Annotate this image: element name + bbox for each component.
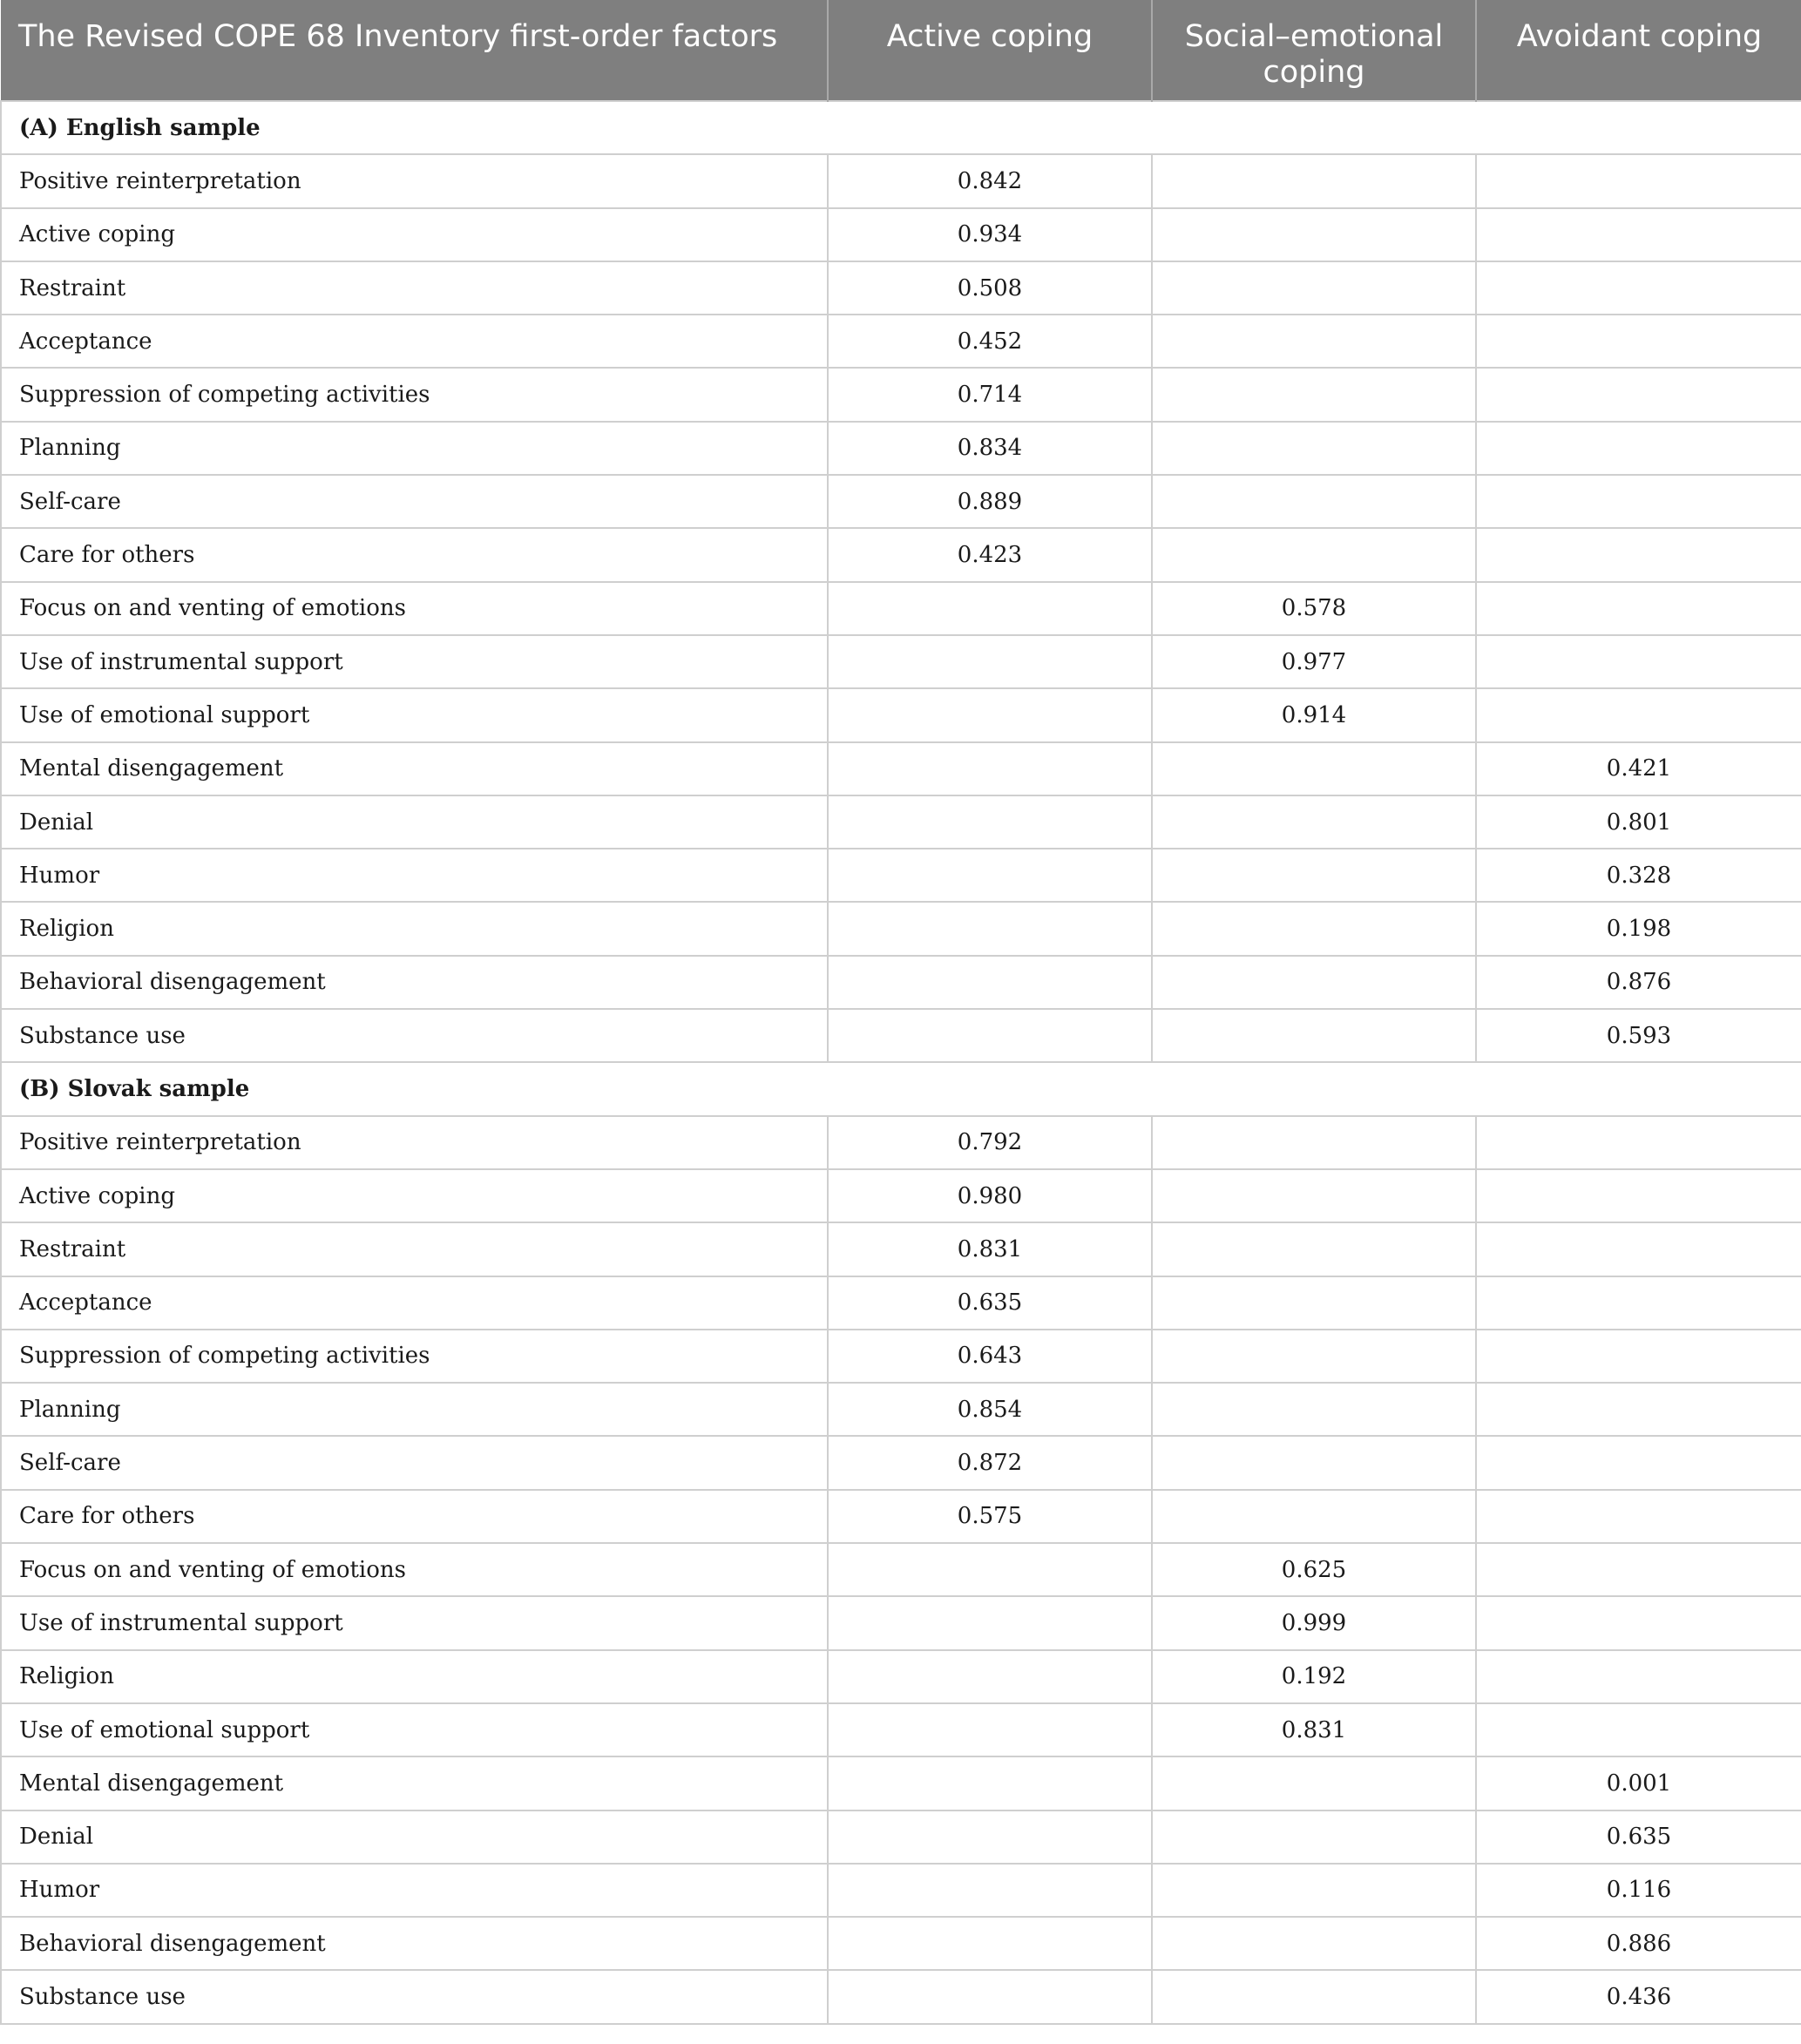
social-emotional-cell xyxy=(1152,1009,1476,1062)
section-title: (A) English sample xyxy=(1,101,1801,154)
factor-name-cell: Self-care xyxy=(1,1436,828,1489)
active-coping-cell: 0.842 xyxy=(828,154,1152,207)
social-emotional-cell xyxy=(1152,1169,1476,1222)
factor-name-cell: Focus on and venting of emotions xyxy=(1,1543,828,1596)
table-row xyxy=(1,528,1801,581)
avoidant-coping-cell xyxy=(1476,1116,1801,1169)
factor-name-cell: Acceptance xyxy=(1,315,828,368)
avoidant-coping-cell: 0.328 xyxy=(1476,849,1801,902)
factor-name-cell: Restraint xyxy=(1,261,828,315)
active-coping-cell: 0.508 xyxy=(828,261,1152,315)
active-coping-cell xyxy=(828,1596,1152,1649)
active-coping-cell xyxy=(828,582,1152,635)
avoidant-coping-cell: 0.801 xyxy=(1476,795,1801,849)
avoidant-coping-cell xyxy=(1476,1169,1801,1222)
active-coping-cell xyxy=(828,688,1152,741)
table-row xyxy=(1,1543,1801,1596)
social-emotional-cell xyxy=(1152,1116,1476,1169)
active-coping-cell xyxy=(828,849,1152,902)
factor-name-cell: Use of emotional support xyxy=(1,688,828,741)
avoidant-coping-cell xyxy=(1476,1330,1801,1383)
active-coping-cell: 0.714 xyxy=(828,368,1152,421)
avoidant-coping-cell: 0.001 xyxy=(1476,1756,1801,1810)
avoidant-coping-cell xyxy=(1476,1596,1801,1649)
factor-name-cell: Humor xyxy=(1,1864,828,1917)
active-coping-cell xyxy=(828,635,1152,688)
active-coping-cell xyxy=(828,1756,1152,1810)
table-row xyxy=(1,1009,1801,1062)
header-social-emotional-coping: Social–emotional coping xyxy=(1152,0,1476,101)
social-emotional-cell xyxy=(1152,849,1476,902)
avoidant-coping-cell: 0.886 xyxy=(1476,1917,1801,1970)
factor-name-cell: Behavioral disengagement xyxy=(1,1917,828,1970)
factor-name-cell: Use of instrumental support xyxy=(1,1596,828,1649)
social-emotional-cell: 0.977 xyxy=(1152,635,1476,688)
factor-name-cell: Self-care xyxy=(1,475,828,528)
table-row xyxy=(1,1703,1801,1756)
table-row xyxy=(1,154,1801,207)
active-coping-cell xyxy=(828,1970,1152,2023)
social-emotional-cell xyxy=(1152,315,1476,368)
table-row xyxy=(1,688,1801,741)
social-emotional-cell xyxy=(1152,1864,1476,1917)
table-row xyxy=(1,1276,1801,1330)
avoidant-coping-cell xyxy=(1476,154,1801,207)
factor-name-cell: Substance use xyxy=(1,1970,828,2023)
header-row xyxy=(1,0,1801,101)
social-emotional-cell xyxy=(1152,1276,1476,1330)
table-row xyxy=(1,208,1801,261)
social-emotional-cell xyxy=(1152,1917,1476,1970)
factor-name-cell: Planning xyxy=(1,1383,828,1436)
avoidant-coping-cell xyxy=(1476,1543,1801,1596)
factor-name-cell: Care for others xyxy=(1,1490,828,1543)
avoidant-coping-cell xyxy=(1476,528,1801,581)
avoidant-coping-cell xyxy=(1476,635,1801,688)
social-emotional-cell xyxy=(1152,154,1476,207)
avoidant-coping-cell xyxy=(1476,1383,1801,1436)
active-coping-cell: 0.934 xyxy=(828,208,1152,261)
factor-name-cell: Mental disengagement xyxy=(1,1756,828,1810)
social-emotional-cell xyxy=(1152,422,1476,475)
avoidant-coping-cell xyxy=(1476,422,1801,475)
table-row xyxy=(1,1330,1801,1383)
avoidant-coping-cell xyxy=(1476,1703,1801,1756)
table-row xyxy=(1,1756,1801,1810)
factor-name-cell: Religion xyxy=(1,1650,828,1703)
table-row xyxy=(1,1864,1801,1917)
table-row xyxy=(1,422,1801,475)
table-row xyxy=(1,849,1801,902)
active-coping-cell xyxy=(828,1703,1152,1756)
factor-name-cell: Denial xyxy=(1,795,828,849)
social-emotional-cell xyxy=(1152,208,1476,261)
social-emotional-cell: 0.914 xyxy=(1152,688,1476,741)
social-emotional-cell: 0.192 xyxy=(1152,1650,1476,1703)
table-row xyxy=(1,261,1801,315)
social-emotional-cell: 0.999 xyxy=(1152,1596,1476,1649)
avoidant-coping-cell: 0.421 xyxy=(1476,742,1801,795)
header-avoidant-coping: Avoidant coping xyxy=(1476,0,1801,101)
table-row xyxy=(1,742,1801,795)
table-row xyxy=(1,1116,1801,1169)
avoidant-coping-cell xyxy=(1476,208,1801,261)
table-row xyxy=(1,1650,1801,1703)
table-row xyxy=(1,795,1801,849)
table-row xyxy=(1,475,1801,528)
active-coping-cell: 0.980 xyxy=(828,1169,1152,1222)
section-row xyxy=(1,1062,1801,1115)
active-coping-cell: 0.872 xyxy=(828,1436,1152,1489)
social-emotional-cell xyxy=(1152,956,1476,1009)
social-emotional-cell xyxy=(1152,1756,1476,1810)
avoidant-coping-cell xyxy=(1476,1276,1801,1330)
active-coping-cell: 0.831 xyxy=(828,1222,1152,1276)
avoidant-coping-cell: 0.116 xyxy=(1476,1864,1801,1917)
active-coping-cell: 0.643 xyxy=(828,1330,1152,1383)
table-row xyxy=(1,1810,1801,1864)
avoidant-coping-cell xyxy=(1476,1222,1801,1276)
avoidant-coping-cell xyxy=(1476,1490,1801,1543)
social-emotional-cell: 0.831 xyxy=(1152,1703,1476,1756)
social-emotional-cell xyxy=(1152,902,1476,955)
table-row xyxy=(1,1169,1801,1222)
avoidant-coping-cell xyxy=(1476,582,1801,635)
table-row xyxy=(1,1436,1801,1489)
avoidant-coping-cell: 0.436 xyxy=(1476,1970,1801,2023)
factor-name-cell: Substance use xyxy=(1,1009,828,1062)
avoidant-coping-cell xyxy=(1476,475,1801,528)
active-coping-cell: 0.889 xyxy=(828,475,1152,528)
active-coping-cell xyxy=(828,1543,1152,1596)
active-coping-cell: 0.452 xyxy=(828,315,1152,368)
active-coping-cell xyxy=(828,902,1152,955)
social-emotional-cell xyxy=(1152,1330,1476,1383)
factor-name-cell: Focus on and venting of emotions xyxy=(1,582,828,635)
social-emotional-cell: 0.625 xyxy=(1152,1543,1476,1596)
active-coping-cell xyxy=(828,1009,1152,1062)
table-row xyxy=(1,1596,1801,1649)
table-row xyxy=(1,1970,1801,2023)
active-coping-cell: 0.423 xyxy=(828,528,1152,581)
social-emotional-cell xyxy=(1152,1222,1476,1276)
active-coping-cell: 0.635 xyxy=(828,1276,1152,1330)
table-row xyxy=(1,315,1801,368)
table-row xyxy=(1,956,1801,1009)
avoidant-coping-cell xyxy=(1476,1436,1801,1489)
factor-name-cell: Active coping xyxy=(1,1169,828,1222)
table-row xyxy=(1,1222,1801,1276)
factor-name-cell: Active coping xyxy=(1,208,828,261)
active-coping-cell xyxy=(828,1864,1152,1917)
active-coping-cell xyxy=(828,956,1152,1009)
factor-name-cell: Use of emotional support xyxy=(1,1703,828,1756)
section-row xyxy=(1,101,1801,154)
social-emotional-cell xyxy=(1152,1383,1476,1436)
social-emotional-cell: 0.578 xyxy=(1152,582,1476,635)
social-emotional-cell xyxy=(1152,368,1476,421)
active-coping-cell xyxy=(828,1810,1152,1864)
avoidant-coping-cell: 0.593 xyxy=(1476,1009,1801,1062)
active-coping-cell: 0.575 xyxy=(828,1490,1152,1543)
active-coping-cell xyxy=(828,1917,1152,1970)
social-emotional-cell xyxy=(1152,261,1476,315)
factor-name-cell: Religion xyxy=(1,902,828,955)
social-emotional-cell xyxy=(1152,1970,1476,2023)
social-emotional-cell xyxy=(1152,742,1476,795)
table-row xyxy=(1,635,1801,688)
factor-name-cell: Use of instrumental support xyxy=(1,635,828,688)
factor-name-cell: Suppression of competing activities xyxy=(1,1330,828,1383)
avoidant-coping-cell xyxy=(1476,261,1801,315)
social-emotional-cell xyxy=(1152,1490,1476,1543)
factor-name-cell: Positive reinterpretation xyxy=(1,1116,828,1169)
table-body xyxy=(1,101,1801,2024)
factor-name-cell: Restraint xyxy=(1,1222,828,1276)
table-row xyxy=(1,1490,1801,1543)
section-title: (B) Slovak sample xyxy=(1,1062,1801,1115)
active-coping-cell: 0.854 xyxy=(828,1383,1152,1436)
table-row xyxy=(1,1917,1801,1970)
factor-name-cell: Acceptance xyxy=(1,1276,828,1330)
table-row xyxy=(1,902,1801,955)
table-row xyxy=(1,368,1801,421)
social-emotional-cell xyxy=(1152,1436,1476,1489)
avoidant-coping-cell xyxy=(1476,368,1801,421)
social-emotional-cell xyxy=(1152,1810,1476,1864)
factor-name-cell: Mental disengagement xyxy=(1,742,828,795)
avoidant-coping-cell xyxy=(1476,315,1801,368)
factor-name-cell: Suppression of competing activities xyxy=(1,368,828,421)
avoidant-coping-cell xyxy=(1476,1650,1801,1703)
factor-name-cell: Planning xyxy=(1,422,828,475)
factor-name-cell: Behavioral disengagement xyxy=(1,956,828,1009)
social-emotional-cell xyxy=(1152,475,1476,528)
table-row xyxy=(1,582,1801,635)
social-emotional-cell xyxy=(1152,795,1476,849)
factor-name-cell: Care for others xyxy=(1,528,828,581)
avoidant-coping-cell: 0.198 xyxy=(1476,902,1801,955)
factor-name-cell: Positive reinterpretation xyxy=(1,154,828,207)
avoidant-coping-cell xyxy=(1476,688,1801,741)
factor-name-cell: Humor xyxy=(1,849,828,902)
header-active-coping: Active coping xyxy=(828,0,1152,101)
avoidant-coping-cell: 0.635 xyxy=(1476,1810,1801,1864)
active-coping-cell xyxy=(828,742,1152,795)
avoidant-coping-cell: 0.876 xyxy=(1476,956,1801,1009)
table-row xyxy=(1,1383,1801,1436)
active-coping-cell xyxy=(828,1650,1152,1703)
active-coping-cell: 0.792 xyxy=(828,1116,1152,1169)
active-coping-cell: 0.834 xyxy=(828,422,1152,475)
active-coping-cell xyxy=(828,795,1152,849)
header-factors: The Revised COPE 68 Inventory first-order factors xyxy=(1,0,828,101)
factor-name-cell: Denial xyxy=(1,1810,828,1864)
social-emotional-cell xyxy=(1152,528,1476,581)
